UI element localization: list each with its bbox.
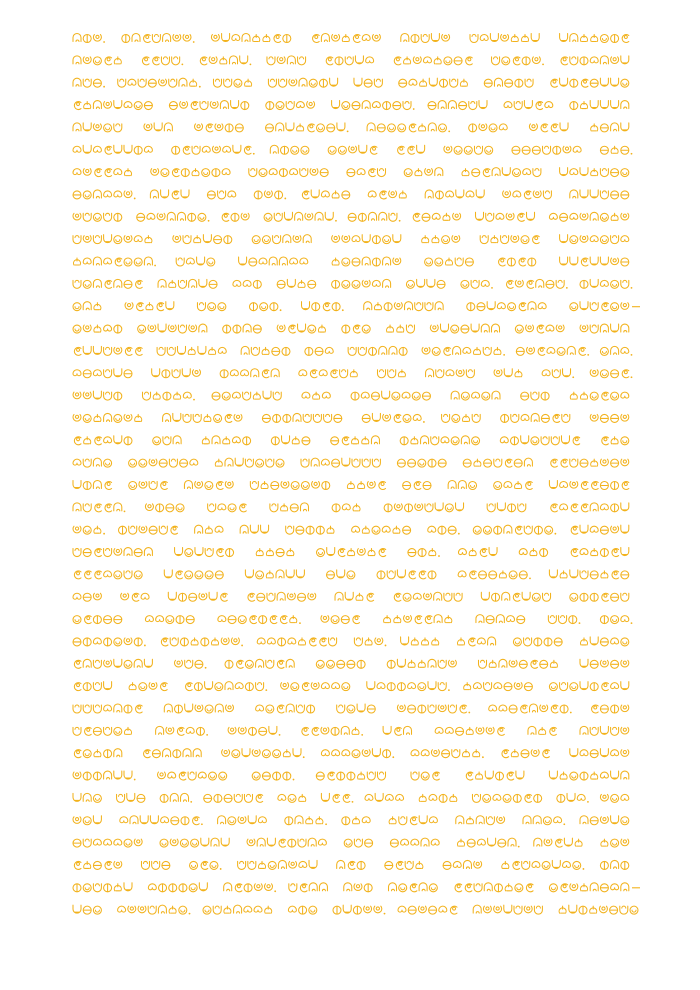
glyph-line [73,704,629,713]
glyph-line [73,413,629,422]
glyph-line [73,458,629,467]
glyph-line [74,101,628,110]
glyph-line [73,793,629,802]
glyph-line [73,302,640,311]
glyph-line [73,123,629,132]
glyph-line [73,56,629,65]
glyph-line [73,525,629,534]
glyph-line [73,235,629,244]
glyph-line [73,838,629,847]
glyph-line [73,34,629,43]
glyph-line [73,883,640,892]
glyph-line [73,190,629,199]
glyph-line [73,615,632,624]
glyph-line [73,391,629,400]
glyph-line [74,436,628,445]
glyph-line [73,637,629,646]
glyph-line [74,749,628,758]
glyph-line [73,905,638,914]
glyph-line [73,212,629,221]
glyph-line [73,279,632,288]
glyph-line [73,548,629,557]
glyph-line [74,860,628,869]
glyph-line [73,369,632,378]
glyph-line [74,682,628,691]
glyph-line [73,324,629,333]
glyph-line [73,168,629,177]
glyph-line [73,771,629,780]
glyph-line [73,726,629,735]
glyph-line [73,78,629,87]
glyph-line [73,592,629,601]
glyph-line [74,659,628,668]
glyph-line [73,145,632,154]
glyph-line [74,570,628,579]
glyph-line [73,481,629,490]
glyph-line [74,257,629,266]
glyph-line [73,503,629,512]
glyph-line [73,816,629,825]
glyph-line [74,346,632,355]
